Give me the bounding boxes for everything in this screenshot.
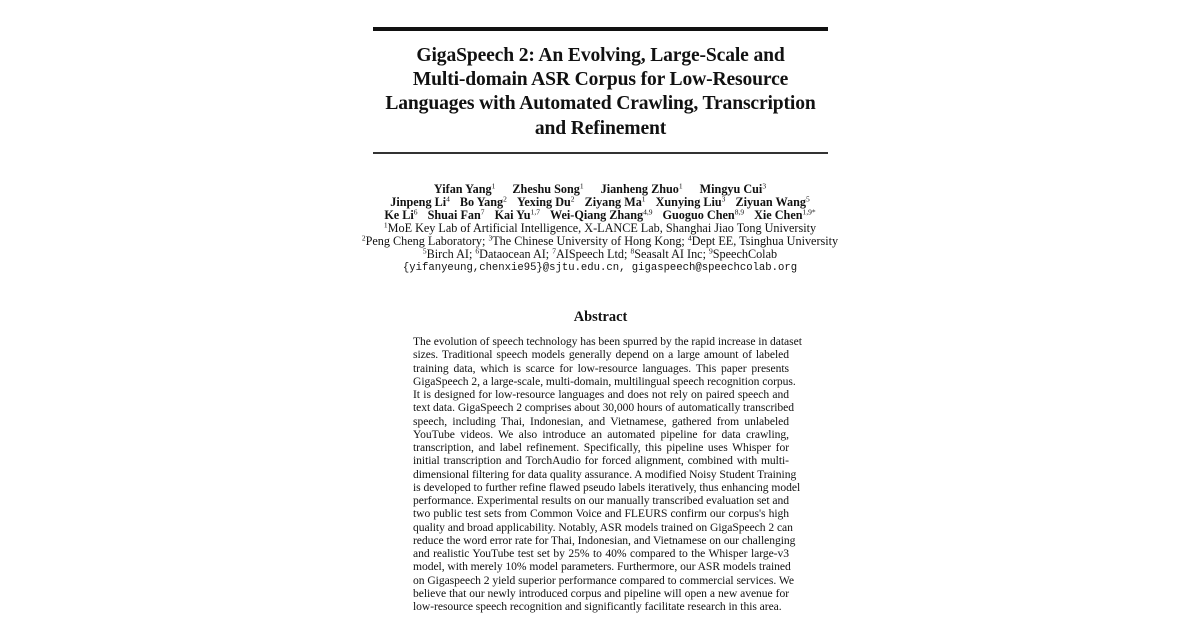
abstract-line: is developed to further refine flawed pseudo labels iteratively, thus enhancing model: [413, 480, 801, 494]
paper-title: [373, 44, 828, 141]
author-name: Guoguo Chen: [662, 208, 735, 223]
affil-mark: 8: [630, 246, 635, 256]
abstract-line: speech, including Thai, Indonesian, and Vietnamese, gathered from unlabeled: [413, 414, 789, 428]
abstract-line: on Gigaspeech 2 yield superior performance compared to commercial services. We: [413, 573, 794, 587]
abstract-line: believe that our newly introduced corpus and pipeline will open a new avenue for: [413, 586, 789, 600]
author-name: Kai Yu: [494, 208, 531, 223]
author-name: Mingyu Cui: [699, 182, 763, 196]
affiliation-text: The Chinese University of Hong Kong;: [492, 234, 688, 249]
author-affil-mark: 1: [641, 194, 646, 204]
affil-mark: 3: [488, 233, 493, 243]
abstract-line: GigaSpeech 2, a large-scale, multi-domain, multilingual speech recognition corpus.: [413, 374, 796, 388]
affiliation-text: Seasalt AI Inc;: [634, 247, 710, 262]
author-name: Zheshu Song: [512, 182, 580, 196]
abstract-line: training data, which is scarce for low-resource languages. This paper presents: [413, 361, 789, 375]
abstract-body: [413, 335, 802, 613]
abstract-line: sizes. Traditional speech models generally depend on a large amount of labeled: [413, 348, 789, 362]
affil-mark: 4: [687, 233, 692, 243]
title-line: and Refinement: [534, 117, 667, 139]
affil-mark: 7: [552, 246, 556, 256]
abstract-line: performance. Experimental results on our manually transcribed evaluation set and: [413, 494, 789, 507]
author-affil-mark: 1: [579, 181, 584, 191]
affiliation-text: Peng Cheng Laboratory;: [365, 234, 489, 249]
abstract-line: dimensional filtering for data quality assurance. A modified Noisy Student Training: [413, 467, 797, 481]
author-affil-mark: 3: [721, 194, 726, 204]
title-line: Languages with Automated Crawling, Transcription: [385, 93, 816, 115]
author-affil-mark: 1: [678, 181, 683, 191]
affiliation-text: Birch AI;: [426, 247, 476, 262]
abstract-line: YouTube videos. We also introduce an automated pipeline for data crawling,: [413, 427, 789, 441]
affiliation-text: MoE Key Lab of Artificial Intelligence, X-LANCE Lab, Shanghai Jiao Tong University: [387, 221, 817, 236]
author-name: Yifan Yang: [433, 182, 492, 196]
affiliation-text: Dataocean AI;: [479, 247, 553, 262]
author-affil-mark: 7: [480, 207, 485, 217]
abstract-line: two public test sets from Common Voice and FLEURS confirm our corpus's high: [413, 507, 789, 521]
title-bottom-rule: [373, 152, 828, 154]
abstract-line: reduce the word error rate for Thai, Indonesian, and Vietnamese on our challenging: [413, 533, 796, 547]
title-line: Multi-domain ASR Corpus for Low-Resource: [412, 69, 789, 91]
abstract-line: and realistic YouTube test set by 25% to 40% compared to the Whisper large-v3: [413, 547, 789, 560]
affiliation-text: AISpeech Ltd;: [556, 247, 631, 262]
author-affil-mark: 4: [446, 194, 450, 204]
author-affil-mark: 1: [491, 181, 496, 191]
author-affil-mark: 1,7: [530, 207, 540, 217]
abstract-line: low-resource speech recognition and significantly facilitate research in this area.: [413, 600, 782, 613]
author-name: Jianheng Zhuo: [600, 182, 679, 196]
author-name: Wei-Qiang Zhang: [550, 208, 644, 223]
title-line: GigaSpeech 2: An Evolving, Large-Scale and: [416, 45, 785, 66]
affil-mark: 9: [709, 246, 713, 256]
author-affil-mark: 6: [413, 207, 418, 217]
affil-mark: 6: [475, 246, 480, 256]
abstract-line: It is designed for low-resource languages and does not rely on paired speech and: [413, 388, 789, 401]
author-name: Shuai Fan: [427, 208, 481, 223]
author-affil-mark: 1,9*: [802, 207, 816, 217]
abstract-line: The evolution of speech technology has been spurred by the rapid increase in dataset: [413, 335, 802, 348]
top-rule: [373, 27, 828, 31]
affiliation-text: Dept EE, Tsinghua University: [691, 234, 839, 249]
author-name: Ziyang Ma: [584, 195, 642, 210]
author-name: Ke Li: [384, 208, 414, 223]
abstract-line: initial transcription and TorchAudio for forced alignment, combined with multi-: [413, 454, 789, 468]
abstract-line: text data. GigaSpeech 2 comprises about 30,000 hours of automatically transcribed: [413, 401, 795, 415]
author-affil-mark: 2: [570, 194, 575, 204]
author-name: Bo Yang: [459, 195, 504, 210]
author-affil-mark: 4,9: [643, 207, 653, 217]
affiliation-text: SpeechColab: [712, 247, 778, 262]
abstract-line: model, with merely 10% model parameters. Furthermore, our ASR models trained: [413, 560, 791, 574]
author-affil-mark: 5: [806, 194, 810, 204]
contact-emails: {yifanyeung,chenxie95}@sjtu.edu.cn, gigaspeech@speechcolab.org: [402, 261, 798, 274]
author-affil-mark: 8,9: [734, 207, 745, 217]
affil-mark: 5: [422, 246, 427, 256]
author-name: Xie Chen: [754, 208, 803, 223]
author-name: Jinpeng Li: [390, 195, 447, 210]
abstract-line: quality and broad applicability. Notably, ASR models trained on GigaSpeech 2 can: [413, 520, 793, 534]
affil-mark: 1: [383, 220, 388, 230]
abstract-line: transcription, and label refinement. Specifically, this pipeline uses Whisper for: [413, 441, 789, 454]
abstract-heading: Abstract: [573, 309, 628, 325]
author-name: Xunying Liu: [655, 195, 722, 210]
affiliation-line: [300, 248, 900, 261]
author-name: Yexing Du: [516, 195, 571, 210]
author-affil-mark: 3: [762, 181, 767, 191]
author-block: [300, 183, 900, 275]
author-affil-mark: 2: [503, 194, 507, 204]
author-name: Ziyuan Wang: [735, 195, 807, 210]
affil-mark: 2: [361, 233, 366, 243]
